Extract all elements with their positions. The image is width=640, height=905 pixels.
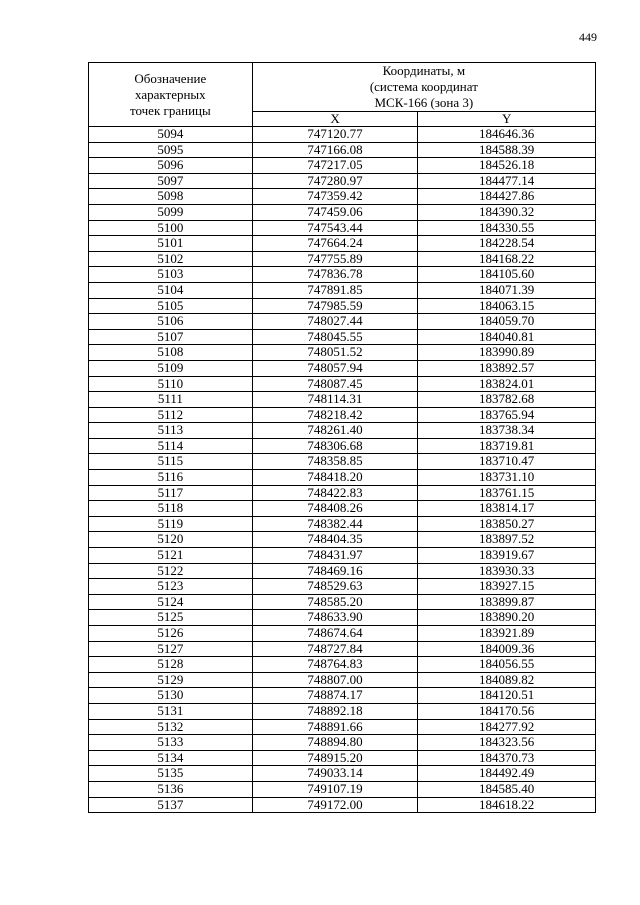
point-id-cell: 5099 <box>89 204 253 220</box>
point-id-cell: 5124 <box>89 594 253 610</box>
point-id-cell: 5119 <box>89 516 253 532</box>
point-id-cell: 5132 <box>89 719 253 735</box>
point-id-cell: 5098 <box>89 189 253 205</box>
x-coordinate-cell: 748418.20 <box>252 470 418 486</box>
y-coordinate-cell: 184170.56 <box>418 703 596 719</box>
y-coordinate-cell: 183782.68 <box>418 392 596 408</box>
table-row <box>89 438 596 454</box>
point-id-cell: 5112 <box>89 407 253 423</box>
table-row <box>89 750 596 766</box>
point-id-cell: 5115 <box>89 454 253 470</box>
table-row <box>89 189 596 205</box>
point-column-header: Обозначение характерных точек границы <box>89 63 253 127</box>
x-coordinate-cell: 749107.19 <box>252 781 418 797</box>
x-coordinate-cell: 748382.44 <box>252 516 418 532</box>
y-coordinate-cell: 184168.22 <box>418 251 596 267</box>
point-id-cell: 5127 <box>89 641 253 657</box>
x-coordinate-cell: 748057.94 <box>252 360 418 376</box>
table-row <box>89 360 596 376</box>
x-coordinate-cell: 748807.00 <box>252 672 418 688</box>
x-coordinate-cell: 748408.26 <box>252 501 418 517</box>
y-coordinate-cell: 184063.15 <box>418 298 596 314</box>
point-id-cell: 5105 <box>89 298 253 314</box>
y-coordinate-cell: 184492.49 <box>418 766 596 782</box>
y-coordinate-cell: 184059.70 <box>418 314 596 330</box>
y-column-header: Y <box>418 112 596 127</box>
table-row <box>89 267 596 283</box>
y-coordinate-cell: 183738.34 <box>418 423 596 439</box>
point-id-cell: 5103 <box>89 267 253 283</box>
point-id-cell: 5116 <box>89 470 253 486</box>
x-coordinate-cell: 748045.55 <box>252 329 418 345</box>
table-row <box>89 158 596 174</box>
x-column-header: X <box>252 112 418 127</box>
y-coordinate-cell: 184089.82 <box>418 672 596 688</box>
y-coordinate-cell: 183892.57 <box>418 360 596 376</box>
table-row <box>89 672 596 688</box>
x-coordinate-cell: 748529.63 <box>252 579 418 595</box>
x-coordinate-cell: 748261.40 <box>252 423 418 439</box>
table-row <box>89 626 596 642</box>
point-id-cell: 5128 <box>89 657 253 673</box>
x-coordinate-cell: 747166.08 <box>252 142 418 158</box>
point-id-cell: 5106 <box>89 314 253 330</box>
y-coordinate-cell: 183814.17 <box>418 501 596 517</box>
point-id-cell: 5100 <box>89 220 253 236</box>
table-row <box>89 485 596 501</box>
y-coordinate-cell: 183897.52 <box>418 532 596 548</box>
x-coordinate-cell: 748051.52 <box>252 345 418 361</box>
x-coordinate-cell: 748674.64 <box>252 626 418 642</box>
point-id-cell: 5125 <box>89 610 253 626</box>
point-id-cell: 5136 <box>89 781 253 797</box>
y-coordinate-cell: 184105.60 <box>418 267 596 283</box>
table-row <box>89 142 596 158</box>
y-coordinate-cell: 183990.89 <box>418 345 596 361</box>
table-row <box>89 735 596 751</box>
y-coordinate-cell: 184277.92 <box>418 719 596 735</box>
table-row <box>89 781 596 797</box>
point-id-cell: 5121 <box>89 548 253 564</box>
y-coordinate-cell: 183890.20 <box>418 610 596 626</box>
table-row <box>89 298 596 314</box>
table-row <box>89 470 596 486</box>
x-coordinate-cell: 747543.44 <box>252 220 418 236</box>
y-coordinate-cell: 183824.01 <box>418 376 596 392</box>
table-row <box>89 173 596 189</box>
point-id-cell: 5118 <box>89 501 253 517</box>
y-coordinate-cell: 183930.33 <box>418 563 596 579</box>
x-coordinate-cell: 748764.83 <box>252 657 418 673</box>
table-row <box>89 641 596 657</box>
table-row <box>89 282 596 298</box>
table-row <box>89 719 596 735</box>
x-coordinate-cell: 747755.89 <box>252 251 418 267</box>
table-row <box>89 548 596 564</box>
y-coordinate-cell: 183927.15 <box>418 579 596 595</box>
table-row <box>89 766 596 782</box>
x-coordinate-cell: 747359.42 <box>252 189 418 205</box>
point-id-cell: 5133 <box>89 735 253 751</box>
table-row <box>89 501 596 517</box>
y-coordinate-cell: 184056.55 <box>418 657 596 673</box>
y-coordinate-cell: 184588.39 <box>418 142 596 158</box>
y-coordinate-cell: 183765.94 <box>418 407 596 423</box>
x-coordinate-cell: 748114.31 <box>252 392 418 408</box>
x-coordinate-cell: 748915.20 <box>252 750 418 766</box>
y-coordinate-cell: 184526.18 <box>418 158 596 174</box>
table-row <box>89 407 596 423</box>
x-coordinate-cell: 747217.05 <box>252 158 418 174</box>
point-id-cell: 5135 <box>89 766 253 782</box>
x-coordinate-cell: 748431.97 <box>252 548 418 564</box>
table-row <box>89 594 596 610</box>
table-row <box>89 703 596 719</box>
point-id-cell: 5095 <box>89 142 253 158</box>
point-id-cell: 5130 <box>89 688 253 704</box>
x-coordinate-cell: 748422.83 <box>252 485 418 501</box>
table-row <box>89 220 596 236</box>
x-coordinate-cell: 748306.68 <box>252 438 418 454</box>
table-row <box>89 204 596 220</box>
point-id-cell: 5114 <box>89 438 253 454</box>
y-coordinate-cell: 184040.81 <box>418 329 596 345</box>
coordinates-column-header: Координаты, м (система координат МСК-166 (зона 3) <box>252 63 595 112</box>
y-coordinate-cell: 183731.10 <box>418 470 596 486</box>
x-coordinate-cell: 748727.84 <box>252 641 418 657</box>
y-coordinate-cell: 184323.56 <box>418 735 596 751</box>
x-coordinate-cell: 748358.85 <box>252 454 418 470</box>
x-coordinate-cell: 748891.66 <box>252 719 418 735</box>
point-id-cell: 5134 <box>89 750 253 766</box>
y-coordinate-cell: 183719.81 <box>418 438 596 454</box>
table-row <box>89 688 596 704</box>
y-coordinate-cell: 184009.36 <box>418 641 596 657</box>
point-id-cell: 5104 <box>89 282 253 298</box>
x-coordinate-cell: 748469.16 <box>252 563 418 579</box>
table-row <box>89 314 596 330</box>
x-coordinate-cell: 748087.45 <box>252 376 418 392</box>
table-row <box>89 532 596 548</box>
point-id-cell: 5131 <box>89 703 253 719</box>
table-row <box>89 610 596 626</box>
y-coordinate-cell: 184585.40 <box>418 781 596 797</box>
point-id-cell: 5110 <box>89 376 253 392</box>
table-row <box>89 423 596 439</box>
table-row <box>89 329 596 345</box>
point-id-cell: 5126 <box>89 626 253 642</box>
point-id-cell: 5120 <box>89 532 253 548</box>
y-coordinate-cell: 183761.15 <box>418 485 596 501</box>
table-row <box>89 454 596 470</box>
table-row <box>89 251 596 267</box>
y-coordinate-cell: 184120.51 <box>418 688 596 704</box>
y-coordinate-cell: 183899.87 <box>418 594 596 610</box>
point-id-cell: 5123 <box>89 579 253 595</box>
table-header <box>89 63 596 127</box>
y-coordinate-cell: 183710.47 <box>418 454 596 470</box>
x-coordinate-cell: 749172.00 <box>252 797 418 813</box>
table-row <box>89 392 596 408</box>
x-coordinate-cell: 748894.80 <box>252 735 418 751</box>
point-id-cell: 5122 <box>89 563 253 579</box>
table-row <box>89 345 596 361</box>
x-coordinate-cell: 747664.24 <box>252 236 418 252</box>
x-coordinate-cell: 749033.14 <box>252 766 418 782</box>
x-coordinate-cell: 748874.17 <box>252 688 418 704</box>
point-id-cell: 5117 <box>89 485 253 501</box>
y-coordinate-cell: 184477.14 <box>418 173 596 189</box>
point-id-cell: 5102 <box>89 251 253 267</box>
page-number: 449 <box>579 30 597 44</box>
y-coordinate-cell: 184427.86 <box>418 189 596 205</box>
point-id-cell: 5111 <box>89 392 253 408</box>
point-id-cell: 5109 <box>89 360 253 376</box>
point-id-cell: 5108 <box>89 345 253 361</box>
y-coordinate-cell: 183919.67 <box>418 548 596 564</box>
x-coordinate-cell: 748218.42 <box>252 407 418 423</box>
table-row <box>89 376 596 392</box>
x-coordinate-cell: 747459.06 <box>252 204 418 220</box>
y-coordinate-cell: 183921.89 <box>418 626 596 642</box>
x-coordinate-cell: 748404.35 <box>252 532 418 548</box>
x-coordinate-cell: 748633.90 <box>252 610 418 626</box>
y-coordinate-cell: 183850.27 <box>418 516 596 532</box>
table-row <box>89 127 596 143</box>
y-coordinate-cell: 184646.36 <box>418 127 596 143</box>
point-id-cell: 5113 <box>89 423 253 439</box>
x-coordinate-cell: 748892.18 <box>252 703 418 719</box>
x-coordinate-cell: 747836.78 <box>252 267 418 283</box>
table-row <box>89 797 596 813</box>
point-id-cell: 5107 <box>89 329 253 345</box>
y-coordinate-cell: 184618.22 <box>418 797 596 813</box>
table-body <box>89 127 596 813</box>
x-coordinate-cell: 747280.97 <box>252 173 418 189</box>
point-id-cell: 5097 <box>89 173 253 189</box>
y-coordinate-cell: 184390.32 <box>418 204 596 220</box>
y-coordinate-cell: 184330.55 <box>418 220 596 236</box>
x-coordinate-cell: 747985.59 <box>252 298 418 314</box>
x-coordinate-cell: 747120.77 <box>252 127 418 143</box>
y-coordinate-cell: 184370.73 <box>418 750 596 766</box>
table-row <box>89 236 596 252</box>
x-coordinate-cell: 748027.44 <box>252 314 418 330</box>
point-id-cell: 5094 <box>89 127 253 143</box>
point-id-cell: 5129 <box>89 672 253 688</box>
y-coordinate-cell: 184071.39 <box>418 282 596 298</box>
x-coordinate-cell: 748585.20 <box>252 594 418 610</box>
table-row <box>89 579 596 595</box>
y-coordinate-cell: 184228.54 <box>418 236 596 252</box>
table-row <box>89 516 596 532</box>
table-row <box>89 563 596 579</box>
table-row <box>89 657 596 673</box>
point-id-cell: 5101 <box>89 236 253 252</box>
point-id-cell: 5137 <box>89 797 253 813</box>
coordinates-table <box>88 62 596 813</box>
x-coordinate-cell: 747891.85 <box>252 282 418 298</box>
point-id-cell: 5096 <box>89 158 253 174</box>
